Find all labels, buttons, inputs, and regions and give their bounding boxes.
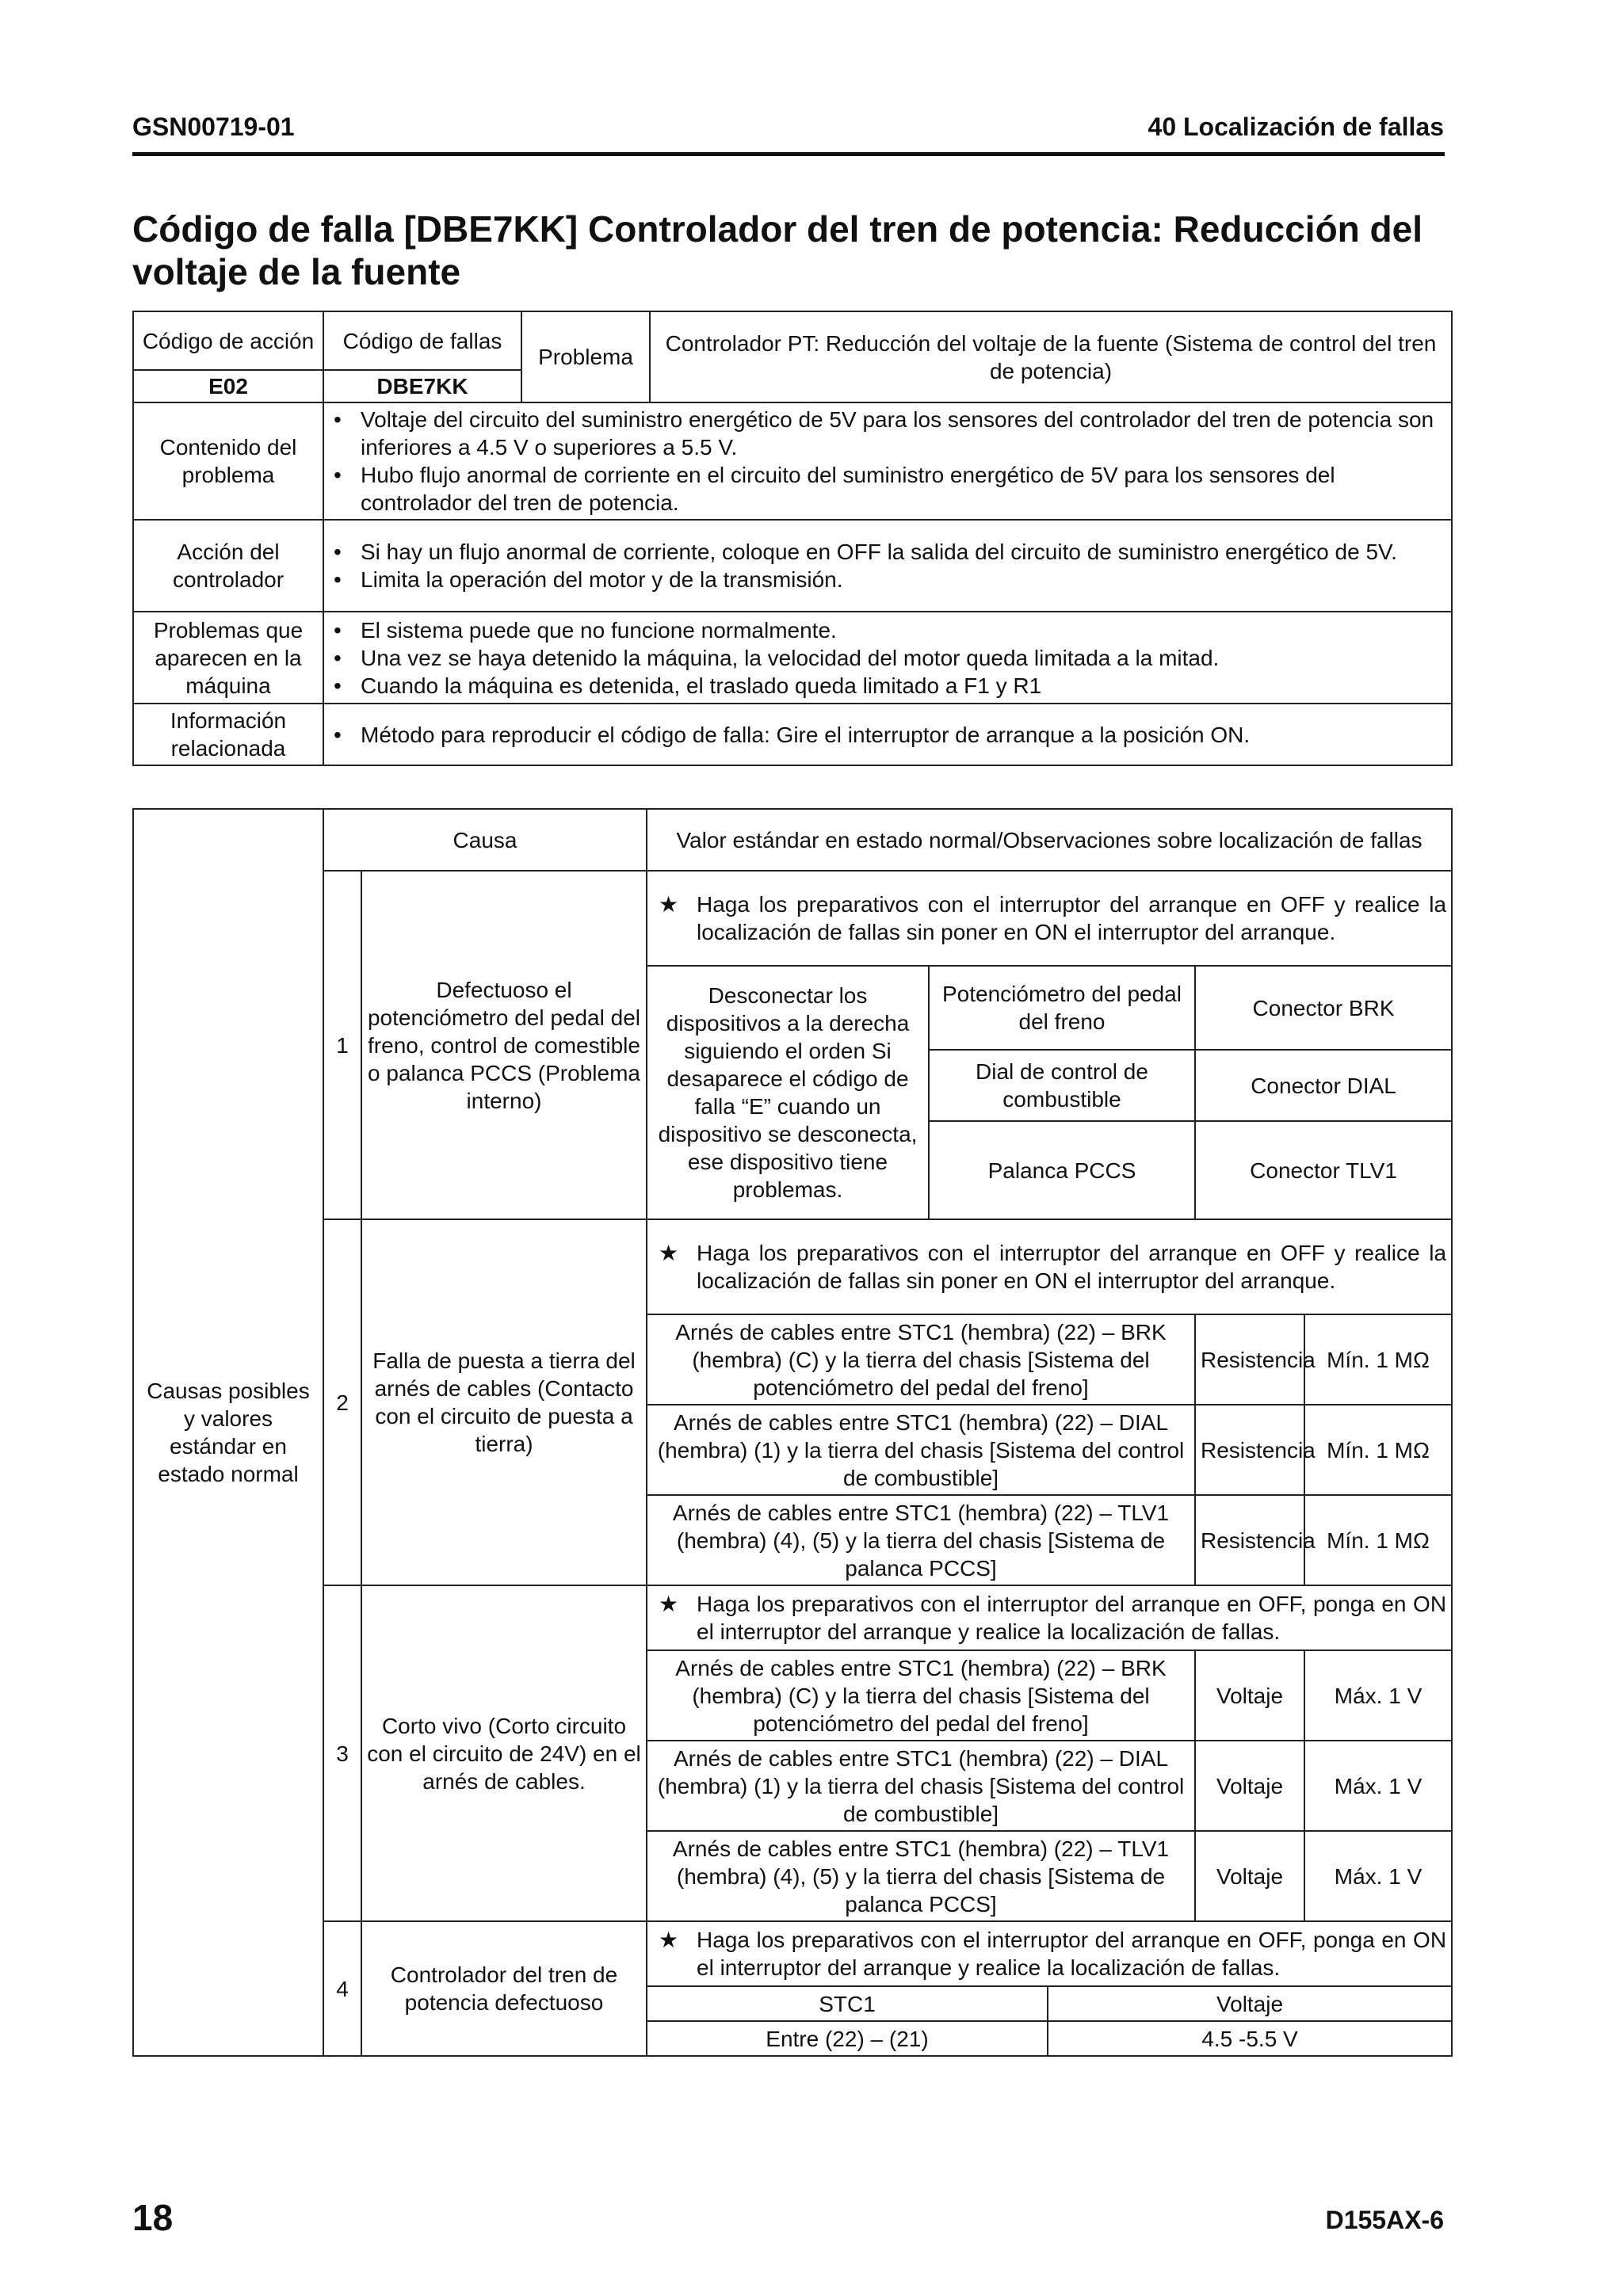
check-item: Voltaje <box>1195 1741 1304 1831</box>
row-related-info <box>323 704 1452 765</box>
page-number: 18 <box>132 2197 174 2238</box>
check-description: Arnés de cables entre STC1 (hembra) (22) – DIAL (hembra) (1) y la tierra del chasis [Sistema del control de combustible] <box>647 1405 1195 1495</box>
cause-number: 3 <box>323 1585 361 1921</box>
fault-code-value: DBE7KK <box>323 370 521 402</box>
cause-text: Defectuoso el potenciómetro del pedal del freno, control de comestible o palanca PCCS (Problema interno) <box>361 871 647 1219</box>
list-item: • Hubo flujo anormal de corriente en el circuito del suministro energético de 5V para los sensores del controlador del tren de potencia. <box>329 461 1446 517</box>
device-name: Potenciómetro del pedal del freno <box>929 966 1195 1050</box>
list-item: • Limita la operación del motor y de la transmisión. <box>329 566 1446 593</box>
fault-code-label: Código de fallas <box>323 311 521 370</box>
fault-info-table <box>132 311 1453 766</box>
action-code-label: Código de acción <box>133 311 323 370</box>
list-item: • Si hay un flujo anormal de corriente, coloque en OFF la salida del circuito de suministro energético de 5V. <box>329 538 1446 566</box>
star-icon: ★ <box>659 1928 679 1952</box>
precondition-note: ★ Haga los preparativos con el interruptor del arranque en OFF, ponga en ON el interruptor del arranque y realice la localización de fallas. <box>647 1585 1452 1650</box>
disconnect-instruction: Desconectar los dispositivos a la derecha siguiendo el orden Si desaparece el código de falla “E” cuando un dispositivo se desconecta, ese dispositivo tiene problemas. <box>647 966 929 1219</box>
page-title: Código de falla [DBE7KK] Controlador del tren de potencia: Reducción del voltaje de la fuente <box>132 208 1423 292</box>
model-code: D155AX-6 <box>1325 2206 1444 2234</box>
precondition-note: ★ Haga los preparativos con el interruptor del arranque en OFF, ponga en ON el interruptor del arranque y realice la localización de fallas. <box>647 1921 1452 1986</box>
subtable-header: STC1 <box>647 1986 1048 2021</box>
precondition-note: ★ Haga los preparativos con el interruptor del arranque en OFF y realice la localización de fallas sin poner en ON el interruptor del arranque. <box>647 1219 1452 1314</box>
device-connector: Conector BRK <box>1195 966 1452 1050</box>
check-value: Mín. 1 MΩ <box>1304 1405 1452 1495</box>
cause-header: Causa <box>323 809 647 871</box>
check-description: Arnés de cables entre STC1 (hembra) (22) – BRK (hembra) (C) y la tierra del chasis [Sistema del potenciómetro del pedal del freno] <box>647 1650 1195 1741</box>
check-value: Mín. 1 MΩ <box>1304 1495 1452 1585</box>
check-item: Voltaje <box>1195 1650 1304 1741</box>
document-code: GSN00719-01 <box>132 113 295 141</box>
subtable-cell: Entre (22) – (21) <box>647 2021 1048 2056</box>
check-item: Resistencia <box>1195 1495 1304 1585</box>
list-item: • Voltaje del circuito del suministro energético de 5V para los sensores del controlador del tren de potencia son inferiores a 4.5 V o superiores a 5.5 V. <box>329 406 1446 461</box>
list-item: • Método para reproducir el código de falla: Gire el interruptor de arranque a la posición ON. <box>329 721 1446 749</box>
check-description: Arnés de cables entre STC1 (hembra) (22) – TLV1 (hembra) (4), (5) y la tierra del chasis [Sistema de palanca PCCS] <box>647 1495 1195 1585</box>
cause-number: 2 <box>323 1219 361 1585</box>
check-value: Mín. 1 MΩ <box>1304 1314 1452 1405</box>
check-description: Arnés de cables entre STC1 (hembra) (22) – DIAL (hembra) (1) y la tierra del chasis [Sistema del control de combustible] <box>647 1741 1195 1831</box>
cause-text: Corto vivo (Corto circuito con el circuito de 24V) en el arnés de cables. <box>361 1585 647 1921</box>
device-name: Dial de control de combustible <box>929 1050 1195 1121</box>
check-value: Máx. 1 V <box>1304 1831 1452 1921</box>
star-icon: ★ <box>659 1241 679 1265</box>
list-item: • Cuando la máquina es detenida, el traslado queda limitado a F1 y R1 <box>329 672 1446 700</box>
row-machine-problems <box>323 612 1452 704</box>
causes-label: Causas posibles y valores estándar en estado normal <box>133 809 323 2056</box>
action-code-value: E02 <box>133 370 323 402</box>
precondition-note: ★ Haga los preparativos con el interruptor del arranque en OFF y realice la localización de fallas sin poner en ON el interruptor del arranque. <box>647 871 1452 966</box>
list-item: • El sistema puede que no funcione normalmente. <box>329 616 1446 644</box>
cause-number: 1 <box>323 871 361 1219</box>
star-icon: ★ <box>659 892 679 917</box>
cause-number: 4 <box>323 1921 361 2056</box>
check-item: Resistencia <box>1195 1405 1304 1495</box>
subtable-header: Voltaje <box>1048 1986 1452 2021</box>
device-name: Palanca PCCS <box>929 1121 1195 1219</box>
check-item: Resistencia <box>1195 1314 1304 1405</box>
check-item: Voltaje <box>1195 1831 1304 1921</box>
check-description: Arnés de cables entre STC1 (hembra) (22) – BRK (hembra) (C) y la tierra del chasis [Sistema del potenciómetro del pedal del freno] <box>647 1314 1195 1405</box>
row-label-machine-problems: Problemas que aparecen en la máquina <box>133 612 323 704</box>
causes-table <box>132 808 1453 2057</box>
row-content-problem <box>323 402 1452 520</box>
section-title: 40 Localización de fallas <box>1148 113 1444 141</box>
check-value: Máx. 1 V <box>1304 1741 1452 1831</box>
cause-text: Controlador del tren de potencia defectuoso <box>361 1921 647 2056</box>
list-item: • Una vez se haya detenido la máquina, la velocidad del motor queda limitada a la mitad. <box>329 644 1446 672</box>
value-header: Valor estándar en estado normal/Observaciones sobre localización de fallas <box>647 809 1452 871</box>
subtable-cell: 4.5 -5.5 V <box>1048 2021 1452 2056</box>
cause-text: Falla de puesta a tierra del arnés de cables (Contacto con el circuito de puesta a tierra) <box>361 1219 647 1585</box>
device-connector: Conector TLV1 <box>1195 1121 1452 1219</box>
row-controller-action <box>323 520 1452 612</box>
row-label-related-info: Información relacionada <box>133 704 323 765</box>
row-label-controller-action: Acción del controlador <box>133 520 323 612</box>
header-rule <box>132 152 1445 156</box>
check-description: Arnés de cables entre STC1 (hembra) (22) – TLV1 (hembra) (4), (5) y la tierra del chasis [Sistema de palanca PCCS] <box>647 1831 1195 1921</box>
check-value: Máx. 1 V <box>1304 1650 1452 1741</box>
problem-label: Problema <box>521 311 650 402</box>
star-icon: ★ <box>659 1592 679 1616</box>
row-label-content: Contenido del problema <box>133 402 323 520</box>
problem-text: Controlador PT: Reducción del voltaje de la fuente (Sistema de control del tren de potencia) <box>650 311 1452 402</box>
device-connector: Conector DIAL <box>1195 1050 1452 1121</box>
